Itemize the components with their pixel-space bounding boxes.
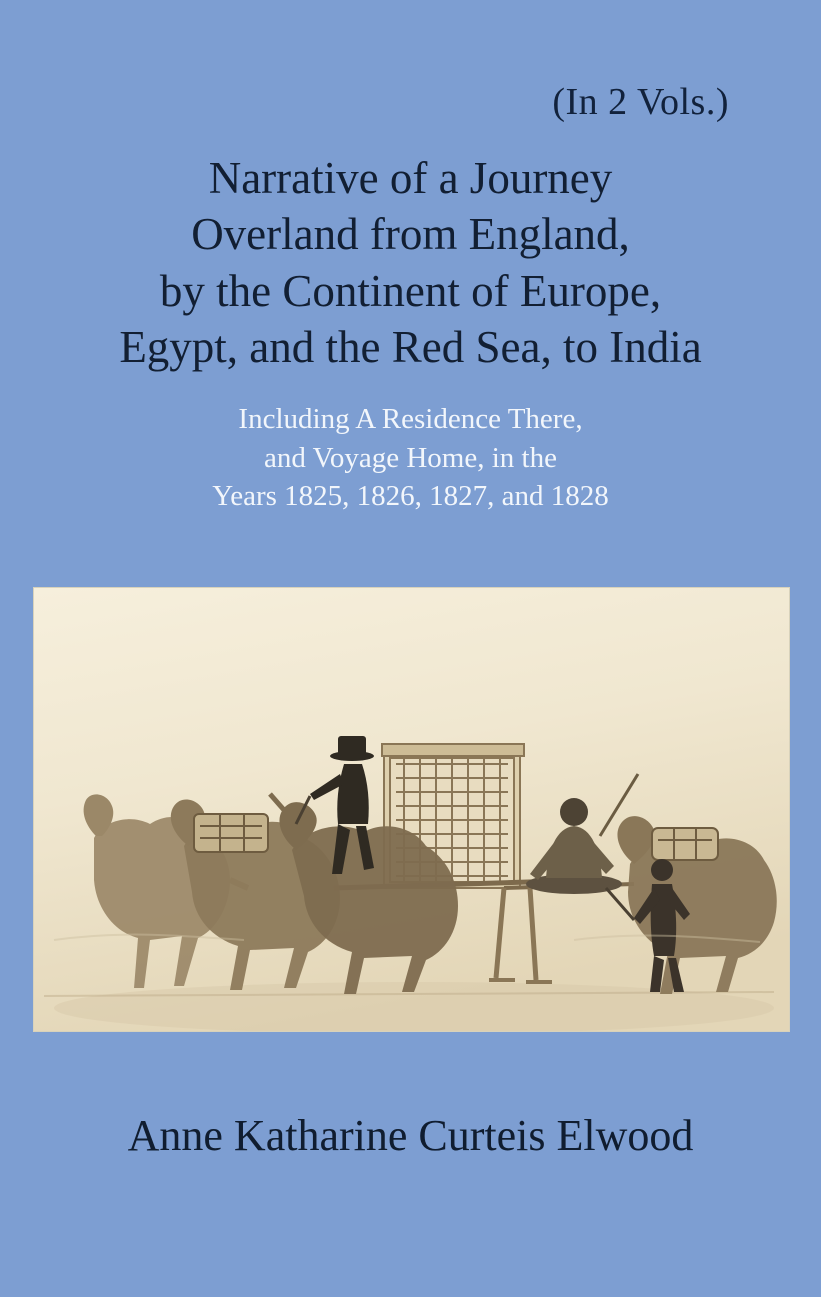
page-subtitle — [0, 400, 821, 516]
page-title — [0, 150, 821, 375]
title-line-3: by the Continent of Europe, — [159, 265, 662, 316]
camel-caravan-illustration — [33, 587, 790, 1032]
title-line-2: Overland from England, — [191, 209, 630, 260]
subtitle-line-3: Years 1825, 1826, 1827, and 1828 — [212, 480, 609, 513]
camel-caravan-illustration-svg — [34, 588, 789, 1031]
title-line-1: Narrative of a Journey — [208, 153, 613, 203]
title-line-4: Egypt, and the Red Sea, to India — [119, 321, 702, 372]
subtitle-line-2: and Voyage Home, in the — [264, 441, 557, 474]
author-name: Anne Katharine Curteis Elwood — [127, 1111, 694, 1160]
subtitle-line-1: Including A Residence There, — [238, 403, 583, 435]
volume-note: (In 2 Vols.) — [552, 81, 729, 123]
